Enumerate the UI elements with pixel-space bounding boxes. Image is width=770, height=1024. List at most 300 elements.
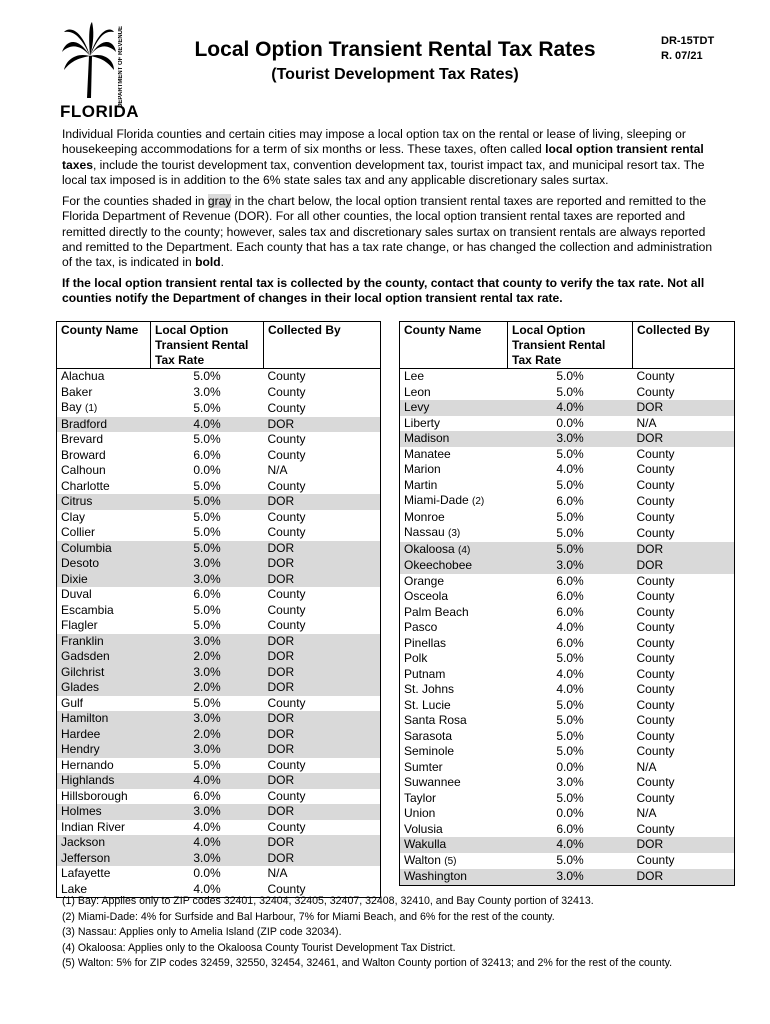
table-row [400,525,735,542]
county-name: Lake [61,881,88,896]
county-name: Marion [404,462,441,476]
collected-by-cell: DOR [264,649,381,665]
tax-rate-cell: 5.0% [193,478,221,493]
county-name-cell [400,416,508,432]
intro-p2-text-b: in the chart below, the local option transient rental taxes are reported and remitted to the Florida Department of Revenue (DOR). For all other counties, the local option transient rental taxes are reported and remitted directly to the county; however, sales tax and discretionary sales surtax on transient rentals are always reported and remitted to the Department. Each county that has a tax rate change, or has changed the collection and administration of the tax, is indicated in [62,194,713,270]
intro-paragraph-3: If the local option transient rental tax is collected by the county, contact that county to verify the tax rate. Not all counties notify the Department of changes in their local option transient rental tax rate. [62,276,705,306]
county-name: Dixie [61,571,88,586]
county-name-cell [57,510,151,526]
county-name-cell [400,729,508,745]
tax-rate-cell: 4.0% [556,666,584,681]
county-name: Sumter [404,759,443,774]
county-name: Nassau [404,525,445,539]
county-name-cell [57,463,151,479]
collected-by-cell: County [633,605,735,621]
collected-by-cell: County [264,618,381,634]
county-name: Clay [61,509,86,524]
tax-rate-cell: 5.0% [556,728,584,743]
county-name: Okeechobee [404,558,473,572]
tax-rate-cell: 5.0% [556,853,584,867]
collected-by-cell: DOR [264,773,381,789]
collected-by-cell: County [264,603,381,619]
county-name: Palm Beach [404,604,469,619]
collected-by-cell: DOR [633,558,735,574]
collected-by-cell: County [633,682,735,698]
county-name: Indian River [61,819,126,834]
county-name-cell [400,510,508,526]
tax-rate-cell: 5.0% [556,525,584,540]
tax-rate-cell: 5.0% [193,602,221,617]
table-row [400,369,735,385]
county-name-cell [400,822,508,838]
table-header-row [57,322,381,369]
county-name-cell [400,760,508,776]
intro-p2-bold: bold [195,255,221,270]
county-name-cell [400,667,508,683]
county-name: Gadsden [61,649,110,663]
table-row [400,385,735,401]
footnote-ref: (2) [472,496,485,507]
table-row [57,727,381,743]
collected-by-cell: County [264,479,381,495]
table-row [400,431,735,447]
county-name: St. Lucie [404,697,451,712]
tax-rate-cell: 2.0% [151,680,264,696]
collected-by-cell: County [633,462,735,478]
tax-rate-cell: 3.0% [151,665,264,681]
table-row [57,556,381,572]
tax-rate-cell: 5.0% [556,446,584,461]
page-title: Local Option Transient Rental Tax Rates [194,38,596,61]
collected-by-cell: County [633,775,735,791]
county-name-cell [400,806,508,822]
tax-rate-cell: 4.0% [151,773,264,789]
collected-by-cell: County [633,729,735,745]
collected-by-cell: County [264,510,381,526]
table-row [400,589,735,605]
form-revision: R. 07/21 [661,50,703,62]
county-name: St. Johns [404,682,455,696]
tax-rate-cell: 4.0% [508,837,633,853]
table-row [57,680,381,696]
county-name: Hendry [61,742,100,756]
tax-rate-cell: 3.0% [151,851,264,867]
table-row [57,417,381,433]
table-row [57,385,381,401]
table-row [57,804,381,820]
county-name-cell [400,462,508,478]
tax-rate-cell: 0.0% [193,866,221,880]
table-row [57,432,381,448]
tax-rate-cell: 6.0% [556,635,584,650]
table-row [57,572,381,588]
county-name: Martin [404,477,438,492]
county-name-cell [400,605,508,621]
county-name: Santa Rosa [404,713,467,727]
county-name: Pasco [404,620,438,634]
table-row [400,744,735,760]
county-name: Duval [61,587,92,601]
tax-rate-cell: 3.0% [151,711,264,727]
table-row [57,835,381,851]
table-row [400,682,735,698]
table-row [57,369,381,385]
county-name: Jackson [61,835,106,849]
county-name: Miami-Dade [404,493,469,507]
collected-by-cell: County [633,620,735,636]
tax-rate-cell: 3.0% [508,431,633,447]
county-name: Monroe [404,509,445,524]
county-name-cell [57,665,151,681]
tax-rate-cell: 3.0% [151,804,264,820]
tax-rate-cell: 3.0% [556,775,584,789]
tax-rate-cell: 6.0% [556,589,584,603]
tax-rate-cell: 5.0% [556,651,584,665]
collected-by-cell: County [633,589,735,605]
collected-by-cell: DOR [264,680,381,696]
county-name: Volusia [404,821,443,836]
rates-table-left [56,321,381,898]
table-row [400,806,735,822]
county-name-cell [400,636,508,652]
tax-rate-cell: 5.0% [556,509,584,524]
county-name: Madison [404,431,450,445]
tax-rate-cell: 0.0% [193,463,221,477]
collected-by-cell: County [633,447,735,463]
rates-table-left-body [57,369,381,898]
table-row [57,773,381,789]
county-name-cell [57,649,151,665]
table-row [400,667,735,683]
county-name-cell [57,603,151,619]
collected-by-cell: N/A [264,866,381,882]
header-collected-by: Collected By [633,322,735,369]
county-name-cell [57,866,151,882]
collected-by-cell: N/A [264,463,381,479]
county-name: Broward [61,447,106,462]
table-row [400,698,735,714]
county-name: Wakulla [404,837,447,851]
county-name-cell [57,572,151,588]
collected-by-cell: DOR [264,742,381,758]
intro-p1-bold: local option transient rental taxes [62,142,704,172]
tax-rate-cell: 4.0% [508,400,633,416]
collected-by-cell: DOR [264,711,381,727]
county-name: Desoto [61,556,100,570]
table-row [400,462,735,478]
county-name: Holmes [61,804,102,818]
tax-rate-cell: 3.0% [151,556,264,572]
collected-by-cell: County [633,667,735,683]
county-name-cell [400,525,508,542]
tax-rate-cell: 5.0% [556,369,584,383]
intro-p1-text-a: Individual Florida counties and certain cities may impose a local option tax on the rental or lease of living, sleeping or housekeeping accommodations for a term of six months or less. These taxes, often called [62,127,686,157]
table-row [400,729,735,745]
footnote-ref: (5) [444,855,457,867]
county-name-cell [57,369,151,385]
collected-by-cell: N/A [633,416,735,432]
collected-by-cell: County [264,587,381,603]
table-row [400,620,735,636]
table-row [57,510,381,526]
county-name: Collier [61,525,96,539]
county-name-cell [57,789,151,805]
county-name-cell [400,791,508,807]
county-name-cell [57,541,151,557]
page-subtitle: (Tourist Development Tax Rates) [271,66,519,83]
tax-rate-cell: 0.0% [556,415,584,430]
collected-by-cell: County [633,853,735,870]
footnote-ref: (1) [85,403,98,414]
tax-rate-cell: 3.0% [508,558,633,574]
county-name-cell [57,448,151,464]
intro-paragraph-2 [62,194,718,270]
footnote-ref: (3) [448,528,461,539]
county-name-cell [400,493,508,510]
intro-paragraph-1 [62,127,718,188]
collected-by-cell: County [633,574,735,590]
table-row [57,711,381,727]
county-name-cell [57,820,151,836]
county-name-cell [57,835,151,851]
county-name-cell [400,682,508,698]
table-row [400,791,735,807]
county-name: Taylor [404,790,437,805]
collected-by-cell: County [264,385,381,401]
table-row [57,479,381,495]
tax-rate-cell: 3.0% [508,869,633,885]
footnote-3: (3) Nassau: Applies only to Amelia Island (ZIP code 32034). [62,926,342,938]
tax-rate-cell: 3.0% [193,384,221,399]
table-row [57,696,381,712]
county-name: Columbia [61,540,112,555]
collected-by-cell: County [633,744,735,760]
county-name-cell [57,400,151,417]
collected-by-cell: County [264,882,381,898]
county-name-cell [400,558,508,574]
county-name: Osceola [404,589,449,603]
collected-by-cell: County [264,758,381,774]
county-name: Orange [404,573,445,588]
logo-vertical-text: DEPARTMENT OF REVENUE [118,26,124,108]
footnote-4: (4) Okaloosa: Applies only to the Okaloosa County Tourist Development Tax District. [62,941,456,954]
county-name-cell [57,711,151,727]
collected-by-cell: DOR [264,835,381,851]
header-county-name: County Name [400,322,508,369]
table-row [57,758,381,774]
county-name-cell [400,574,508,590]
county-name: Alachua [61,369,105,383]
county-name: Union [404,806,436,820]
tax-rate-cell: 0.0% [556,759,584,774]
tax-rate-cell: 2.0% [151,649,264,665]
county-name: Bay [61,400,82,414]
county-name-cell [400,837,508,853]
tax-rate-cell: 5.0% [151,494,264,510]
county-name-cell [57,680,151,696]
collected-by-cell: County [633,651,735,667]
county-name: Liberty [404,415,441,430]
county-name-cell [400,775,508,791]
intro-p2-text-a: For the counties shaded in [62,194,208,208]
tax-rate-cell: 4.0% [556,462,584,476]
county-name-cell [400,620,508,636]
table-row [57,525,381,541]
collected-by-cell: DOR [264,556,381,572]
county-name-cell [57,494,151,510]
county-name: Hamilton [61,711,109,725]
county-name: Manatee [404,446,451,461]
county-name: Lafayette [61,866,111,880]
county-name-cell [57,727,151,743]
collected-by-cell: County [633,636,735,652]
county-name-cell [57,587,151,603]
county-name: Suwannee [404,775,461,789]
table-row [57,618,381,634]
county-name: Baker [61,384,93,399]
collected-by-cell: County [633,791,735,807]
tax-rate-cell: 6.0% [193,788,221,803]
rates-table-right-body [400,369,735,886]
table-row [57,851,381,867]
table-row [57,820,381,836]
county-name-cell [400,478,508,494]
footnote-2: (2) Miami-Dade: 4% for Surfside and Bal Harbour, 7% for Miami Beach, and 6% for the rest of the county. [62,910,555,923]
tax-rate-cell: 5.0% [151,541,264,557]
county-name: Okaloosa [404,541,455,556]
table-row [400,713,735,729]
county-name: Gulf [61,695,84,710]
collected-by-cell: County [633,478,735,494]
table-row [57,742,381,758]
collected-by-cell: DOR [633,837,735,853]
collected-by-cell: County [633,493,735,510]
table-header-row [400,322,735,369]
table-row [400,542,735,559]
county-name: Gilchrist [61,664,105,679]
table-row [400,493,735,510]
tax-rate-cell: 5.0% [193,432,221,446]
table-row [57,634,381,650]
table-row [57,463,381,479]
table-row [57,603,381,619]
collected-by-cell: County [633,385,735,401]
tax-rate-cell: 6.0% [193,587,221,601]
intro-p2-gray: gray [207,194,232,208]
county-name: Brevard [61,432,104,446]
collected-by-cell: DOR [633,542,735,559]
county-name: Escambia [61,602,114,617]
county-name-cell [400,651,508,667]
tax-rate-cell: 4.0% [151,882,264,898]
collected-by-cell: County [633,369,735,385]
intro-p2-text-c: . [220,255,225,270]
table-row [400,447,735,463]
table-row [57,448,381,464]
tax-rate-cell: 0.0% [556,806,584,820]
county-name: Jefferson [61,850,111,865]
table-row [57,494,381,510]
county-name: Hillsborough [61,788,128,803]
county-name-cell [57,634,151,650]
county-name: Charlotte [61,478,110,493]
tax-rate-cell: 5.0% [508,542,633,559]
table-row [57,649,381,665]
table-row [400,416,735,432]
table-row [57,665,381,681]
footnote-5: (5) Walton: 5% for ZIP codes 32459, 32550, 32454, 32461, and Walton County portion of 32413; and 2% for the rest of the county. [62,957,673,969]
county-name-cell [57,773,151,789]
county-name: Pinellas [404,635,447,650]
tax-rate-cell: 5.0% [193,618,221,632]
collected-by-cell: DOR [264,417,381,433]
table-row [57,587,381,603]
county-name: Walton [404,852,441,867]
collected-by-cell: N/A [633,760,735,776]
collected-by-cell: DOR [264,727,381,743]
tax-rate-cell: 5.0% [556,477,584,492]
tax-rate-cell: 4.0% [556,682,584,696]
table-row [400,574,735,590]
tax-rate-cell: 5.0% [193,525,221,539]
collected-by-cell: DOR [264,572,381,588]
header-county-name: County Name [57,322,151,369]
collected-by-cell: County [633,510,735,526]
tax-rate-cell: 5.0% [193,695,221,710]
county-name: Putnam [404,666,446,681]
table-row [57,866,381,882]
logo-wordmark: FLORIDA [60,102,140,121]
county-name: Levy [404,400,430,414]
footnote-ref: (4) [458,544,471,556]
collected-by-cell: DOR [264,665,381,681]
tax-rate-cell: 4.0% [193,819,221,834]
county-name-cell [400,542,508,559]
tax-rate-cell: 6.0% [193,447,221,462]
county-name: Leon [404,384,431,399]
county-name: Citrus [61,494,93,508]
table-row [57,400,381,417]
footnote-1: (1) Bay: Applies only to ZIP codes 32401, 32404, 32405, 32407, 32408, 32410, and Bay County portion of 32413. [62,895,594,907]
florida-dor-logo [60,22,140,122]
table-row [400,510,735,526]
collected-by-cell: DOR [264,804,381,820]
table-row [57,789,381,805]
table-row [400,605,735,621]
collected-by-cell: DOR [633,400,735,416]
table-row [400,478,735,494]
tax-rate-cell: 5.0% [193,509,221,524]
tax-rate-cell: 5.0% [556,384,584,399]
county-name-cell [400,589,508,605]
county-name-cell [400,400,508,416]
county-name: Hardee [61,726,101,741]
tax-rate-cell: 5.0% [193,369,221,383]
county-name-cell [57,432,151,448]
collected-by-cell: County [633,525,735,542]
county-name-cell [400,744,508,760]
intro-p1-text-b: , include the tourist development tax, convention development tax, tourist impact tax, and municipal resort tax. The local tax imposed is in addition to the 6% state sales tax and any applicable discretionary sales surtax. [62,157,705,187]
table-row [400,760,735,776]
tax-rate-cell: 5.0% [556,713,584,727]
county-name: Sarasota [404,728,453,743]
county-name-cell [57,618,151,634]
form-number: DR-15TDT [661,35,715,47]
collected-by-cell: County [633,713,735,729]
collected-by-cell: DOR [264,634,381,650]
county-name-cell [400,853,508,870]
collected-by-cell: County [264,369,381,385]
